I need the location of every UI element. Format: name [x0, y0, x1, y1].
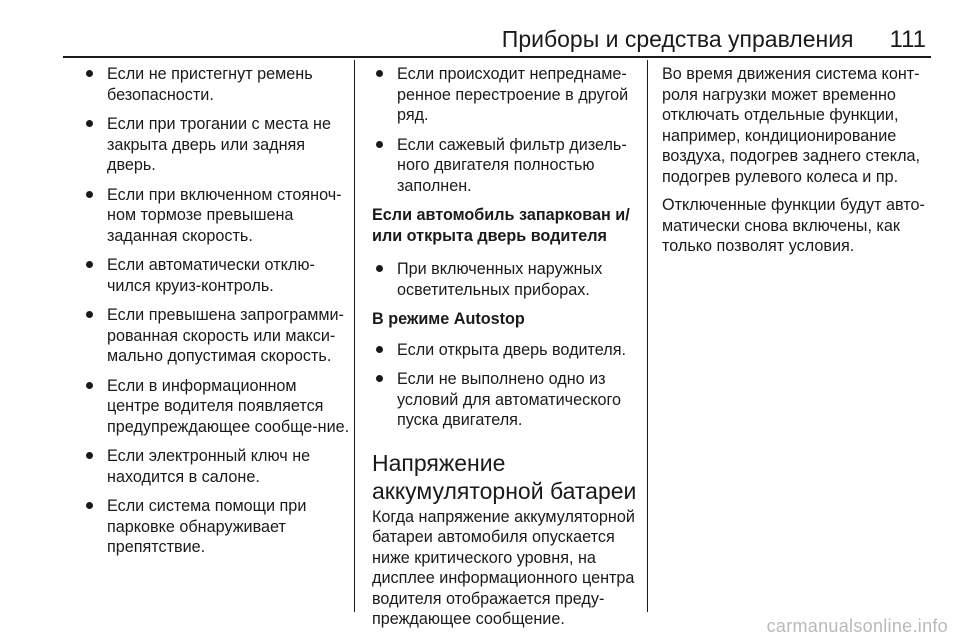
bullet-icon [376, 265, 383, 272]
bullet-icon [376, 141, 383, 148]
parked-list [372, 259, 638, 300]
bullet-icon [86, 382, 93, 389]
list-item: Если электронный ключ не находится в салоне. [82, 446, 350, 487]
warning-chime-list-continued [372, 64, 638, 196]
subheading-parked: Если автомобиль запаркован и/или открыта дверь водителя [372, 206, 630, 245]
list-item: При включенных наружных осветительных приборах. [372, 259, 638, 300]
bullet-icon [376, 70, 383, 77]
bullet-icon [86, 502, 93, 509]
list-item: Если превышена запрограмми-рованная скорость или макси-мально допустимая скорость. [82, 305, 350, 367]
bullet-icon [376, 375, 383, 382]
load-control-paragraph: Во время движения система конт-роля нагрузки может временно отключать отдельные функции, например, кондиционирование воздуха, подогрев заднего стекла, подогрев рулевого колеса и пр. [662, 65, 921, 186]
list-item: Если при трогании с места не закрыта дверь или задняя дверь. [82, 114, 350, 176]
section-heading-battery [372, 449, 638, 505]
list-item: Если не пристегнут ремень безопасности. [82, 64, 350, 105]
watermark: carmanualsonline.info [766, 616, 948, 636]
bullet-icon [376, 346, 383, 353]
battery-paragraph: Когда напряжение аккумуляторной батареи автомобиля опускается ниже критического уровня, на дисплее информационного центра водителя отображается преду-преждающее сообщение. [372, 507, 635, 628]
page-header [0, 26, 926, 54]
section-heading-line: Напряжение [372, 449, 506, 476]
list-item: Если система помощи при парковке обнаруживает препятствие. [82, 496, 350, 558]
list-item: Если при включенном стояноч-ном тормозе превышена заданная скорость. [82, 185, 350, 247]
bullet-icon [86, 452, 93, 459]
column-2 [372, 64, 638, 639]
bullet-icon [86, 191, 93, 198]
bullet-icon [86, 311, 93, 318]
column-3 [662, 64, 937, 265]
bullet-icon [86, 70, 93, 77]
column-1 [82, 64, 350, 567]
page-title: Приборы и средства управления [501, 26, 854, 52]
bullet-icon [86, 261, 93, 268]
auto-restore-paragraph: Отключенные функции будут авто-матически снова включены, как только позволят условия. [662, 196, 925, 255]
list-item: Если не выполнено одно из условий для автоматического пуска двигателя. [372, 369, 638, 431]
section-heading-line: аккумуляторной батареи [372, 477, 637, 504]
list-item: Если в информационном центре водителя появляется предупреждающее сообще-ние. [82, 376, 350, 438]
page-number: 111 [889, 26, 926, 53]
list-item: Если автоматически отклю-чился круиз-контроль. [82, 255, 350, 296]
subheading-autostop: В режиме Autostop [372, 310, 525, 328]
list-item: Если происходит непреднаме-ренное перестроение в другой ряд. [372, 64, 638, 126]
header-divider [63, 56, 931, 58]
column-divider-right [647, 60, 648, 612]
list-item: Если открыта дверь водителя. [372, 340, 638, 361]
autostop-list [372, 340, 638, 431]
column-divider-left [354, 60, 355, 612]
bullet-icon [86, 120, 93, 127]
warning-chime-list [82, 64, 350, 558]
list-item: Если сажевый фильтр дизель-ного двигателя полностью заполнен. [372, 135, 638, 197]
